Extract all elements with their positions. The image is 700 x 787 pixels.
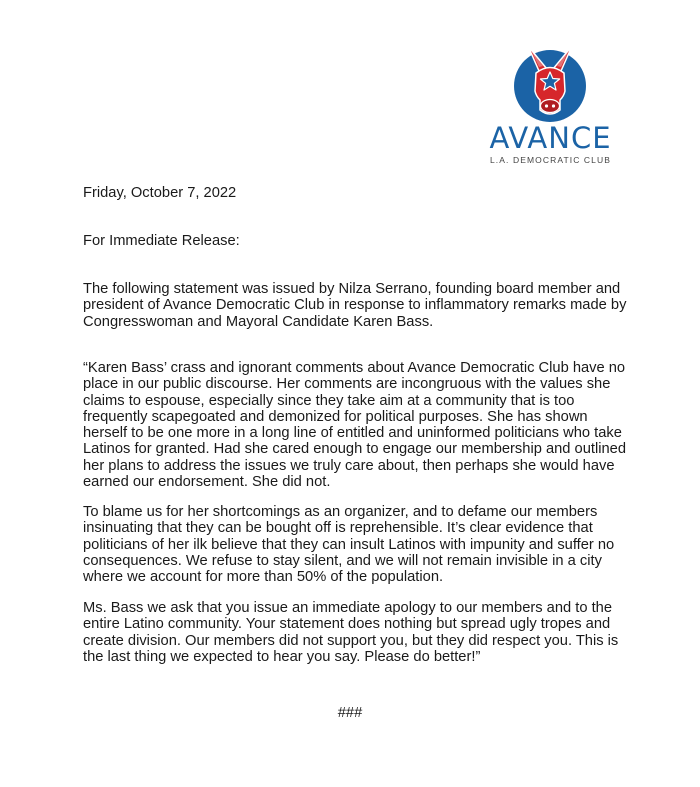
end-mark: ### (337, 705, 363, 721)
logo-emblem (513, 42, 587, 122)
intro-paragraph: The following statement was issued by Nilza Serrano, founding board member and president of Avance Democratic Club in response to inflammatory remarks made by Congresswoman and Mayoral Candidate Karen Bass. (83, 281, 627, 330)
avance-logo (483, 42, 618, 167)
release-heading: For Immediate Release: (83, 233, 240, 249)
statement-paragraph: Ms. Bass we ask that you issue an immediate apology to our members and to the entire Latino community. Your statement does nothing but spread ugly tropes and create division. Our members did not support you, but they did respect you. This is the last thing we expected to hear you say. Please do better!” (83, 600, 619, 665)
logo-name: AVANCE (489, 121, 612, 155)
statement-paragraph: “Karen Bass’ crass and ignorant comments about Avance Democratic Club have no place in our public discourse. Her comments are incongruous with the values she claims to espouse, especially since they take aim at a community that is too frequently scapegoated and demonized for political purposes. She has shown herself to be one more in a long line of entitled and uninformed politicians who take Latinos for granted. Had she cared enough to engage our membership and outlined her plans to address the issues we truly care about, then perhaps she would have earned our endorsement. She did not. (83, 360, 626, 491)
statement-paragraph: To blame us for her shortcomings as an organizer, and to defame our members insinuating that they can be bought off is reprehensible. It’s clear evidence that politicians of her ilk believe that they can insult Latinos with impunity and suffer no consequences. We refuse to stay silent, and we will not remain invisible in a city where we account for more than 50% of the population. (83, 504, 615, 586)
logo-tagline: L.A. DEMOCRATIC CLUB (489, 155, 612, 165)
donkey-star-icon (513, 42, 587, 122)
letter-date: Friday, October 7, 2022 (83, 185, 237, 201)
